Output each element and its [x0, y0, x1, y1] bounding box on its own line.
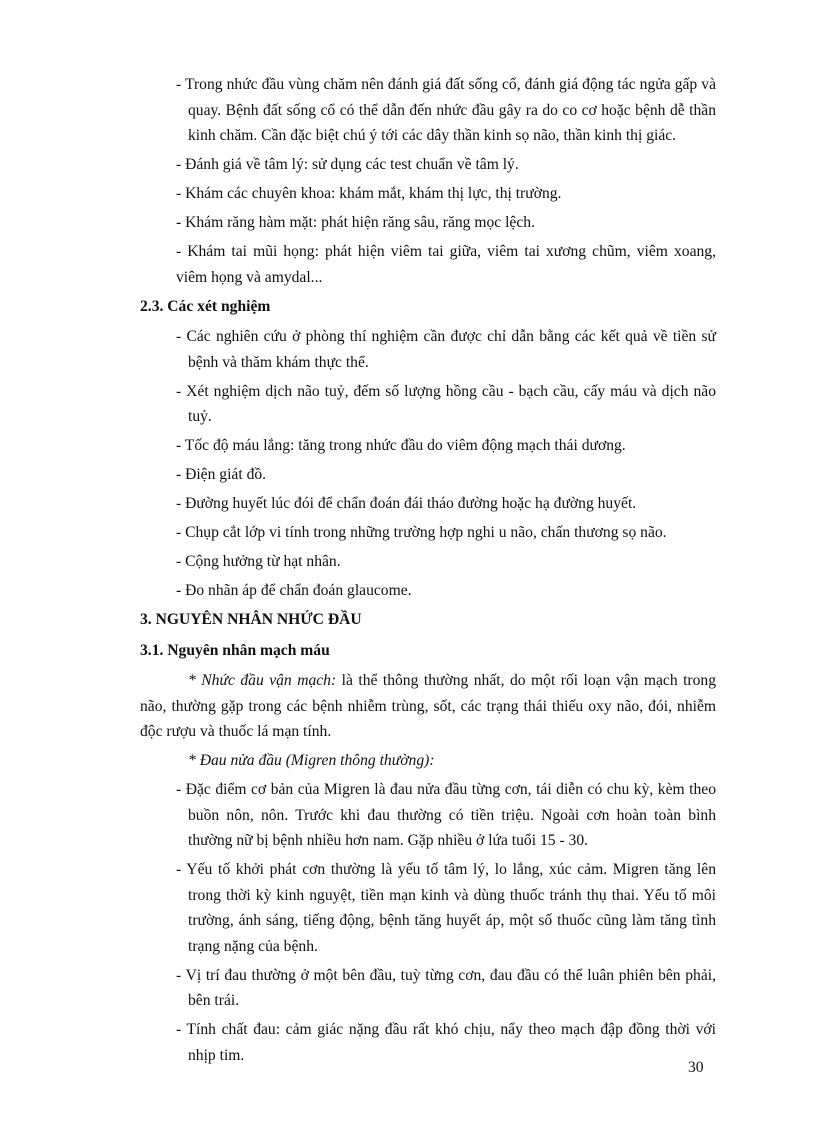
bullet-eeg: - Điện giát đồ. — [176, 466, 267, 483]
paragraph-vasomotor — [140, 668, 716, 745]
page-body — [140, 72, 716, 1072]
bullet-dental-exam: - Khám răng hàm mặt: phát hiện răng sâu, răng mọc lệch. — [176, 214, 535, 231]
bullet-pain-character: - Tính chất đau: cảm giác nặng đầu rất khó chịu, nẩy theo mạch đập đồng thời với nhịp tim. — [176, 1021, 716, 1064]
bullet-eye-pressure: - Đo nhãn áp để chẩn đoán glaucome. — [176, 582, 412, 599]
bullet-ct-scan: - Chụp cắt lớp vi tính trong những trường hợp nghi u não, chấn thương sọ não. — [176, 524, 667, 541]
bullet-lab-studies: - Các nghiên cứu ở phòng thí nghiệm cần được chỉ dẫn bằng các kết quả về tiền sử bệnh và thăm khám thực thể. — [176, 328, 716, 371]
paragraph-vasomotor-lead: * Nhức đầu vận mạch: — [188, 672, 337, 689]
bullet-psych-eval: - Đánh giá về tâm lý: sử dụng các test chuẩn về tâm lý. — [176, 156, 519, 173]
bullet-esr: - Tốc độ máu lắng: tăng trong nhức đầu do viêm động mạch thái dương. — [176, 437, 626, 454]
paragraph-migraine-title: * Đau nửa đầu (Migren thông thường): — [188, 752, 435, 769]
bullet-fasting-glucose: - Đường huyết lúc đói để chẩn đoán đái tháo đường hoặc hạ đường huyết. — [176, 495, 637, 512]
bullet-specialist-exam: - Khám các chuyên khoa: khám mắt, khám thị lực, thị trường. — [176, 185, 562, 202]
section-heading-3-1: 3.1. Nguyên nhân mạch máu — [140, 641, 330, 659]
bullet-ent-exam: - Khám tai mũi họng: phát hiện viêm tai giữa, viêm tai xương chũm, viêm xoang, viêm họng và amydal... — [176, 243, 716, 286]
bullet-migraine-features: - Đặc điểm cơ bản của Migren là đau nửa đầu từng cơn, tái diễn có chu kỳ, kèm theo buồn nôn, nôn. Trước khi đau thường có tiền triệu. Ngoài cơn hoàn toàn bình thường nữ bị bệnh nhiều hơn nam. Gặp nhiều ở lứa tuổi 15 - 30. — [176, 781, 716, 849]
bullet-neck-exam: - Trong nhức đầu vùng chăm nên đánh giá đất sống cổ, đánh giá động tác ngửa gấp và quay. Bệnh đất sống cổ có thể dẫn đến nhức đầu gây ra do co cơ hoặc bệnh dễ thần kinh chăm. Cần đặc biệt chú ý tới các dây thần kinh sọ não, thần kinh thị giác. — [176, 76, 716, 144]
bullet-migraine-triggers: - Yếu tố khởi phát cơn thường là yếu tố tâm lý, lo lắng, xúc cảm. Migren tăng lên trong thời kỳ kinh nguyệt, tiền mạn kinh và dùng thuốc tránh thụ thai. Yếu tố môi trường, ánh sáng, tiếng động, bệnh tăng huyết áp, một số thuốc cũng làm tăng tình trạng nặng của bệnh. — [176, 861, 716, 955]
page-number: 30 — [688, 1059, 704, 1076]
bullet-pain-location: - Vị trí đau thường ở một bên đầu, tuỳ từng cơn, đau đầu có thể luân phiên bên phải, bên trái. — [176, 966, 716, 1009]
section-heading-2-3: 2.3. Các xét nghiệm — [140, 297, 271, 315]
section-heading-3: 3. NGUYÊN NHÂN NHỨC ĐẦU — [140, 611, 362, 628]
bullet-mri: - Cộng hưởng từ hạt nhân. — [176, 553, 341, 570]
paragraph-vasomotor-text: là thể thông thường nhất, do một rối loạn vận mạch trong não, thường gặp trong các bệnh nhiễm trùng, sốt, các trạng thái thiếu oxy não, đói, nhiễm độc rượu và thuốc lá mạn tính. — [140, 672, 716, 740]
bullet-csf-test: - Xét nghiệm dịch não tuỷ, đếm số lượng hồng cầu - bạch cầu, cấy máu và dịch não tuỷ. — [176, 382, 716, 425]
